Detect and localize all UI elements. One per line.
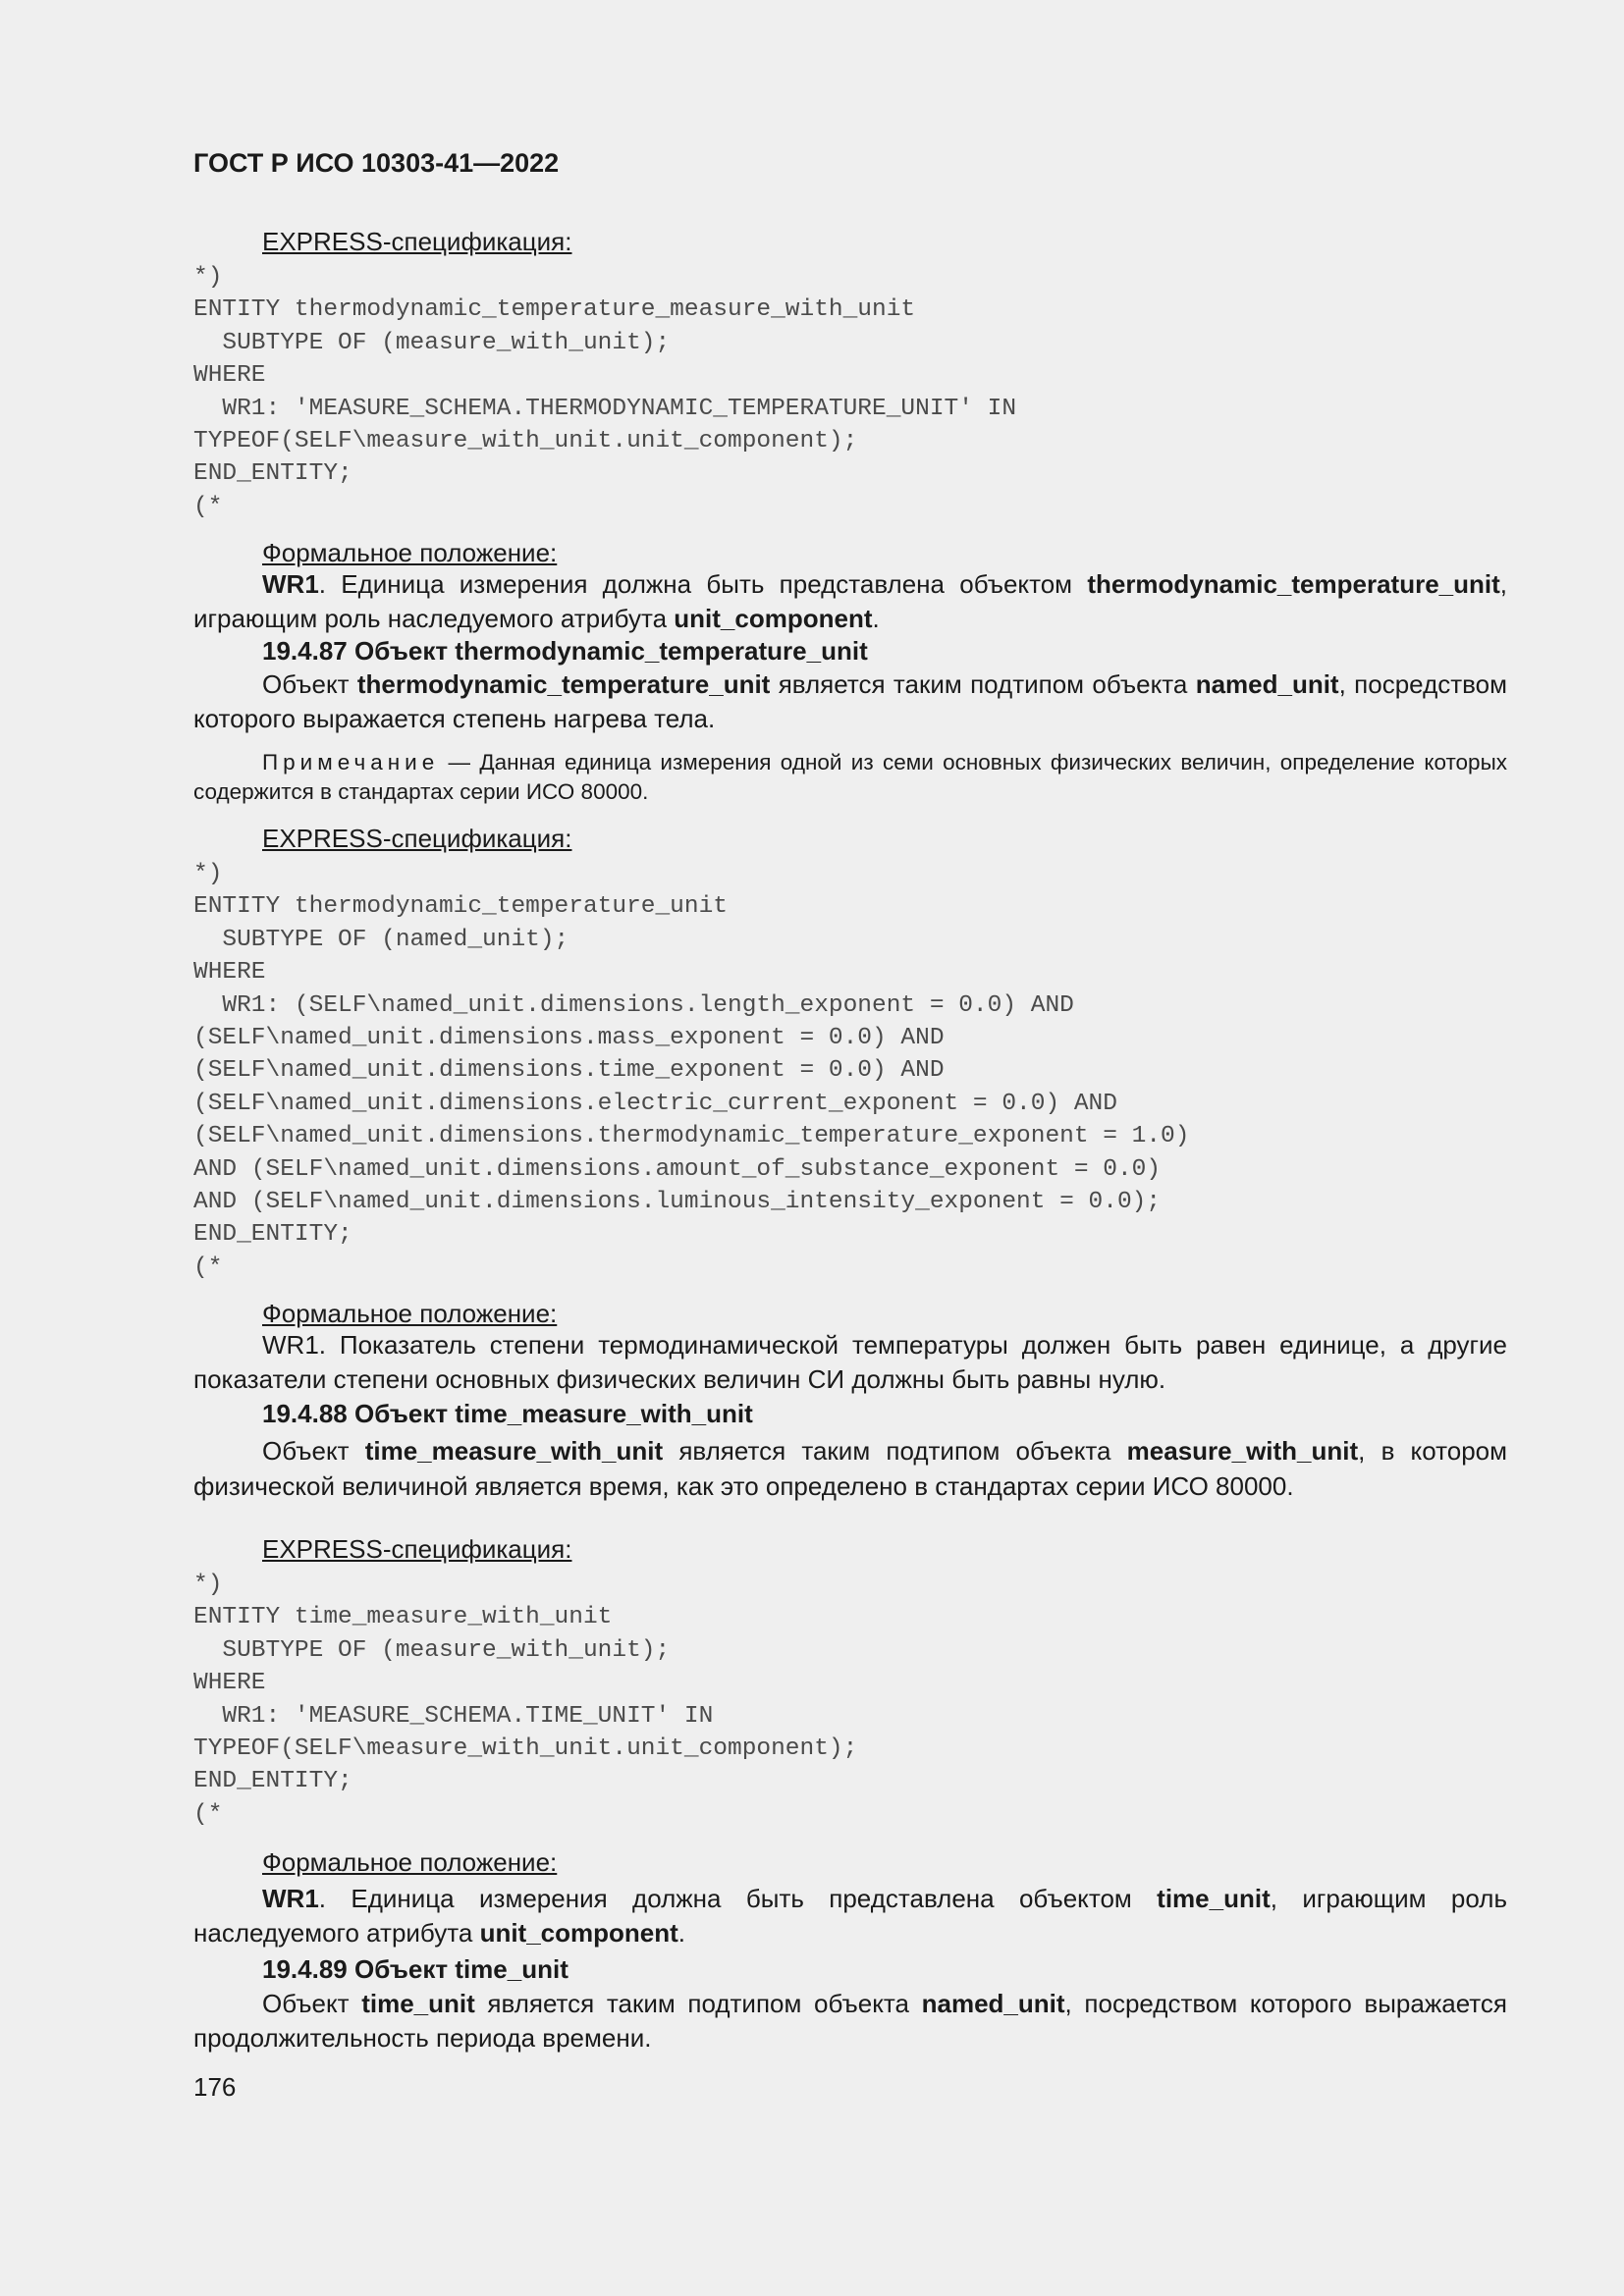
wr1-text: . [677,1917,686,1948]
section-paragraph [193,1433,1507,1504]
express-code-block: *) ENTITY time_measure_with_unit SUBTYPE OF (measure_with_unit); WHERE WR1: 'MEASURE_SCHEMA.TIME_UNIT' IN TYPEOF(SELF\measure_with_unit.unit_component); END_ENTITY; (* [193,1572,858,1828]
note-paragraph [193,748,1507,807]
attribute-ref: unit_component [479,1917,678,1948]
page-number: 176 [193,2072,237,2102]
formal-statement-label: Формальное положение: [262,1299,558,1328]
entity-ref: named_unit [921,1989,1065,2018]
formal-statement-text: WR1. Показатель степени термодинамической температуры должен быть равен единице, а другие показатели степени основных физических величин СИ должны быть равны нулю. [193,1330,1507,1394]
para-text: Объект [262,1436,365,1466]
entity-ref: thermodynamic_temperature_unit [1087,569,1500,599]
para-text: Объект [262,669,357,699]
entity-ref: time_unit [361,1989,475,2018]
wr1-paragraph [193,567,1507,635]
note-label: Примечание [262,750,440,774]
express-spec-label: EXPRESS-спецификация: [262,824,572,853]
section-heading: 19.4.87 Объект thermodynamic_temperature_unit [262,636,868,666]
entity-ref: measure_with_unit [1126,1436,1359,1466]
wr1-text: , играющим роль наследуемого атрибута [193,1884,1507,1948]
wr1-text: . Единица измерения должна быть представлена объектом [318,569,1088,599]
section-paragraph [193,1987,1507,2055]
entity-ref: time_unit [1157,1884,1271,1913]
formal-statement-label: Формальное положение: [262,538,558,567]
document-header: ГОСТ Р ИСО 10303-41—2022 [193,148,560,178]
entity-ref: time_measure_with_unit [364,1436,664,1466]
para-text: является таким подтипом объекта [663,1436,1127,1466]
wr1-term: WR1 [262,569,319,599]
attribute-ref: unit_component [674,603,873,633]
section-paragraph [193,667,1507,735]
wr1-text: . Единица измерения должна быть представлена объектом [318,1884,1158,1913]
para-text: является таким подтипом объекта [474,1989,922,2018]
express-spec-label: EXPRESS-спецификация: [262,1534,572,1564]
wr1-text: . [872,603,880,633]
para-text: является таким подтипом объекта [770,669,1196,699]
express-code-block: *) ENTITY thermodynamic_temperature_measure_with_unit SUBTYPE OF (measure_with_unit); WHERE WR1: 'MEASURE_SCHEMA.THERMODYNAMIC_TEMPERATURE_UNIT' IN TYPEOF(SELF\measure_with_unit.unit_component); END_ENTITY; (* [193,264,1017,520]
section-heading: 19.4.88 Объект time_measure_with_unit [262,1399,753,1428]
para-text: Объект [262,1989,362,2018]
entity-ref: thermodynamic_temperature_unit [356,669,771,699]
para-text: , посредством которого выражается продолжительность периода времени. [193,1989,1507,2053]
express-spec-label: EXPRESS-спецификация: [262,227,572,256]
para-text: , посредством которого выражается степень нагрева тела. [193,669,1507,733]
note-text: — Данная единица измерения одной из семи основных физических величин, определение которых содержится в стандартах серии ИСО 80000. [193,750,1507,804]
section-heading: 19.4.89 Объект time_unit [262,1954,568,1984]
entity-ref: named_unit [1195,669,1339,699]
express-code-block: *) ENTITY thermodynamic_temperature_unit SUBTYPE OF (named_unit); WHERE WR1: (SELF\named_unit.dimensions.length_exponent = 0.0) AND (SELF\named_unit.dimensions.mass_exponent = 0.0) AND (SELF\named_unit.dimensions.time_exponent = 0.0) AND (SELF\named_unit.dimensions.electric_current_exponent = 0.0) AND (SELF\named_unit.dimensions.thermodynamic_temperature_exponent = 1.0) AND (SELF\named_unit.dimensions.amount_of_substance_exponent = 0.0) AND (SELF\named_unit.dimensions.luminous_intensity_exponent = 0.0); END_ENTITY; (* [193,861,1190,1281]
wr1-paragraph [193,1882,1507,1949]
wr1-term: WR1 [262,1884,319,1913]
formal-statement-label: Формальное положение: [262,1847,558,1877]
wr1-text: , играющим роль наследуемого атрибута [193,569,1507,633]
para-text: , в котором физической величиной является время, как это определено в стандартах серии ИСО 80000. [193,1436,1507,1501]
